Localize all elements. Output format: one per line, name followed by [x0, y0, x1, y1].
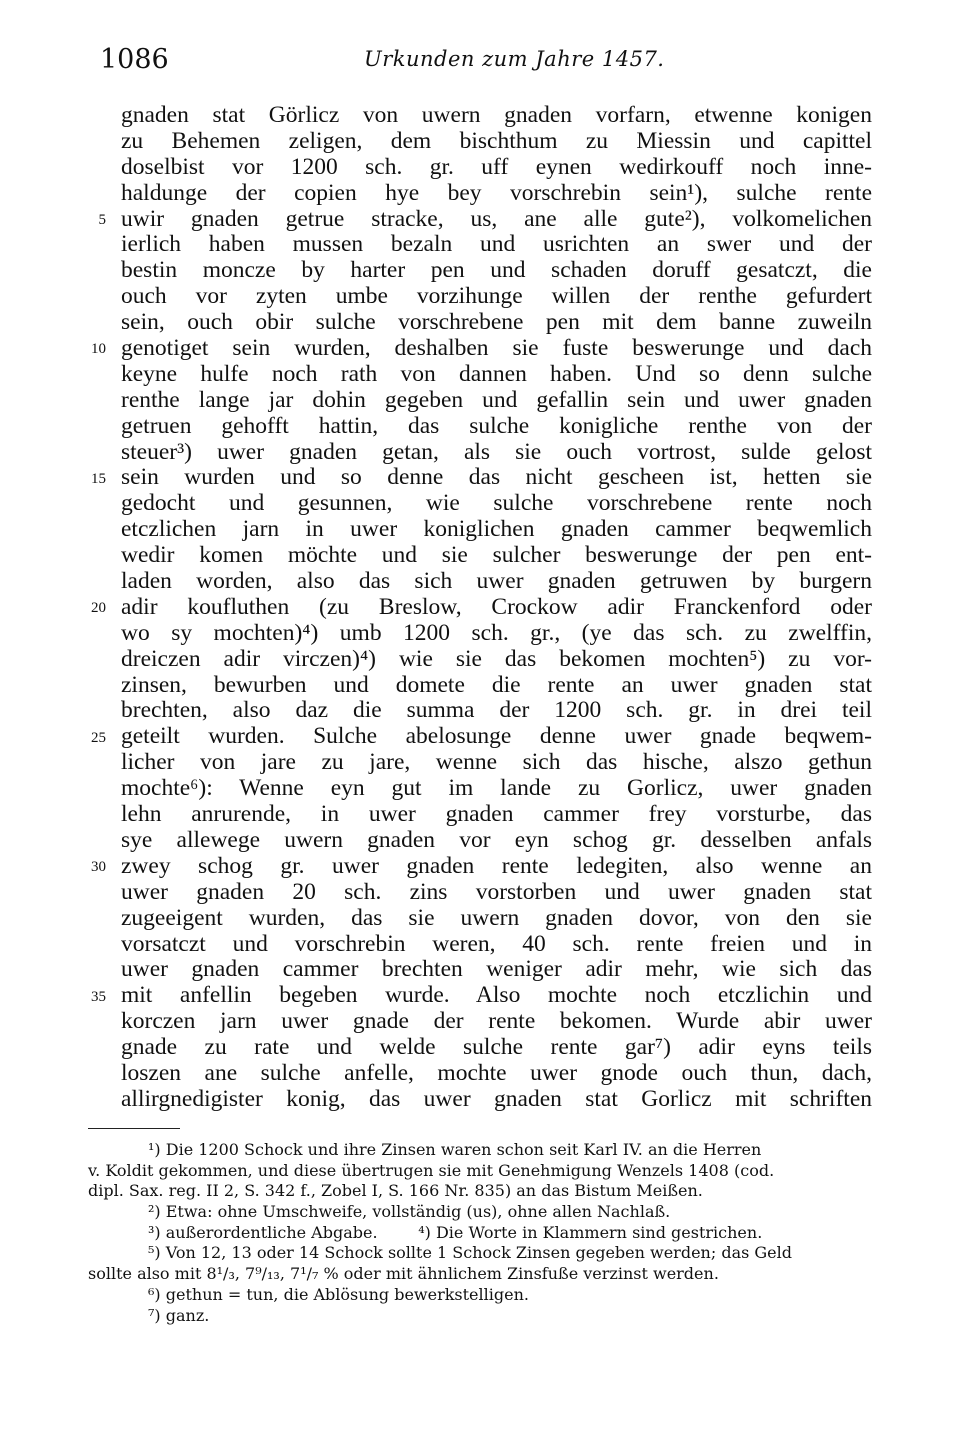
text-line: keyne hulfe noch rath von dannen haben. Und so denn sulche: [121, 360, 872, 387]
text-line: sye allewege uwern gnaden vor eyn schog gr. desselben anfals: [121, 826, 872, 853]
text-line: licher von jare zu jare, wenne sich das hische, alszo gethun: [121, 749, 872, 776]
text-line: haldunge der copien hye bey vorschrebin sein¹), sulche rente: [121, 179, 872, 206]
text-line: zwey schog gr. uwer gnaden rente ledegiten, also wenne an: [121, 852, 872, 879]
line-number: 10: [91, 341, 106, 357]
text-line: bestin moncze by harter pen und schaden doruff gesatczt, die: [121, 257, 872, 284]
text-line: ierlich haben mussen bezaln und usrichten an swer und der: [121, 231, 872, 258]
footnote-line: ²) Etwa: ohne Umschweife, vollständig (us), ohne allen Nachlaß.: [148, 1202, 671, 1222]
footnote-line: ⁵) Von 12, 13 oder 14 Schock sollte 1 Schock Zinsen gegeben werden; das Geld: [148, 1243, 793, 1263]
text-line: zu Behemen zeligen, dem bischthum zu Miessin und capittel: [121, 127, 872, 154]
line-number: 5: [98, 212, 106, 228]
text-line: lehn anrurende, in uwer gnaden cammer frey vorsturbe, das: [121, 801, 872, 828]
footnote-line: v. Koldit gekommen, und diese übertrugen sie mit Genehmigung Wenzels 1408 (cod.: [88, 1160, 775, 1180]
text-line: uwer gnaden cammer brechten weniger adir mehr, wie sich das: [121, 956, 872, 983]
line-number: 15: [91, 471, 106, 487]
text-line: geteilt wurden. Sulche abelosunge denne uwer gnade beqwem-: [121, 723, 872, 750]
text-line: genotiget sein wurden, deshalben sie fuste beswerunge und dach: [121, 335, 872, 362]
text-line: gedocht und gesunnen, wie sulche vorschrebene rente noch: [121, 490, 872, 517]
line-number: 30: [91, 859, 106, 875]
text-line: wedir komen möchte und sie sulcher beswerunge der pen ent-: [121, 542, 872, 569]
text-line: mit anfellin begeben wurde. Also mochte noch etczlichin und: [121, 982, 872, 1009]
page-number: 1086: [100, 44, 169, 75]
text-line: doselbist vor 1200 sch. gr. uff eynen wedirkouff noch inne-: [121, 153, 872, 180]
footnote-rule: [88, 1128, 180, 1129]
text-line: mochte⁶): Wenne eyn gut im lande zu Gorlicz, uwer gnaden: [121, 775, 872, 802]
text-line: wo sy mochten)⁴) umb 1200 sch. gr., (ye das sch. zu zwelffin,: [121, 619, 872, 646]
text-line: ouch vor zyten umbe vorzihunge willen der renthe gefurdert: [121, 283, 872, 310]
running-head: Urkunden zum Jahre 1457.: [364, 47, 665, 71]
text-line: steuer³) uwer gnaden getan, als sie ouch vortrost, sulde gelost: [121, 438, 872, 465]
footnote-line: ¹) Die 1200 Schock und ihre Zinsen waren schon seit Karl IV. an die Herren: [148, 1140, 762, 1159]
text-line: loszen ane sulche anfelle, mochte uwer gnode ouch thun, dach,: [121, 1059, 872, 1086]
text-line: laden worden, also das sich uwer gnaden getruwen by burgern: [121, 568, 872, 595]
footnote-line: ³) außerordentliche Abgabe. ⁴) Die Worte in Klammern sind gestrichen.: [148, 1222, 763, 1242]
text-line: vorsatczt und vorschrebin weren, 40 sch. rente freien und in: [121, 930, 872, 957]
text-line: renthe lange jar dohin gegeben und gefallin sein und uwer gnaden: [121, 386, 872, 413]
text-line: getruen gehofft hattin, das sulche konigliche renthe von der: [121, 412, 872, 439]
footnote-line: ⁶) gethun = tun, die Ablösung bewerkstelligen.: [148, 1284, 529, 1304]
text-line: adir koufluthen (zu Breslow, Crockow adir Franckenford oder: [121, 593, 872, 620]
text-line: zugeeigent wurden, das sie uwern gnaden dovor, von den sie: [121, 904, 872, 931]
text-line: etczlichen jarn in uwer koniglichen gnaden cammer beqwemlich: [121, 516, 872, 543]
text-line: uwir gnaden getrue stracke, us, ane alle gute²), volkomelichen: [121, 205, 872, 232]
page-header: [100, 44, 872, 78]
footnote-line: sollte also mit 8¹/₃, 7⁹/₁₃, 7¹/₇ % oder mit ähnlichem Zinsfuße verzinst werden.: [88, 1264, 719, 1284]
text-line: sein wurden und so denne das nicht gescheen ist, hetten sie: [121, 464, 872, 491]
body-text: [121, 103, 872, 1113]
text-line: gnaden stat Görlicz von uwern gnaden vorfarn, etwenne konigen: [121, 102, 872, 128]
line-number: 20: [91, 600, 106, 616]
text-line: allirgnedigister konig, das uwer gnaden stat Gorlicz mit schriften: [121, 1085, 872, 1112]
footnote-line: dipl. Sax. reg. II 2, S. 342 f., Zobel I, S. 166 Nr. 835) an das Bistum Meißen.: [88, 1181, 703, 1201]
text-line: gnade zu rate und welde sulche rente gar⁷) adir eyns teils: [121, 1034, 872, 1061]
text-line: dreiczen adir virczen)⁴) wie sie das bekomen mochten⁵) zu vor-: [121, 645, 872, 672]
line-number: 25: [91, 730, 106, 746]
line-number: 35: [91, 989, 106, 1005]
text-line: sein, ouch obir sulche vorschrebene pen mit dem banne zuweiln: [121, 309, 872, 336]
footnote-line: ⁷) ganz.: [148, 1305, 210, 1325]
text-line: brechten, also daz die summa der 1200 sch. gr. in drei teil: [121, 697, 872, 724]
text-line: uwer gnaden 20 sch. zins vorstorben und uwer gnaden stat: [121, 878, 872, 905]
text-line: korczen jarn uwer gnade der rente bekomen. Wurde abir uwer: [121, 1008, 872, 1035]
footnotes: [88, 1140, 872, 1326]
text-line: zinsen, bewurben und domete die rente an uwer gnaden stat: [121, 671, 872, 698]
